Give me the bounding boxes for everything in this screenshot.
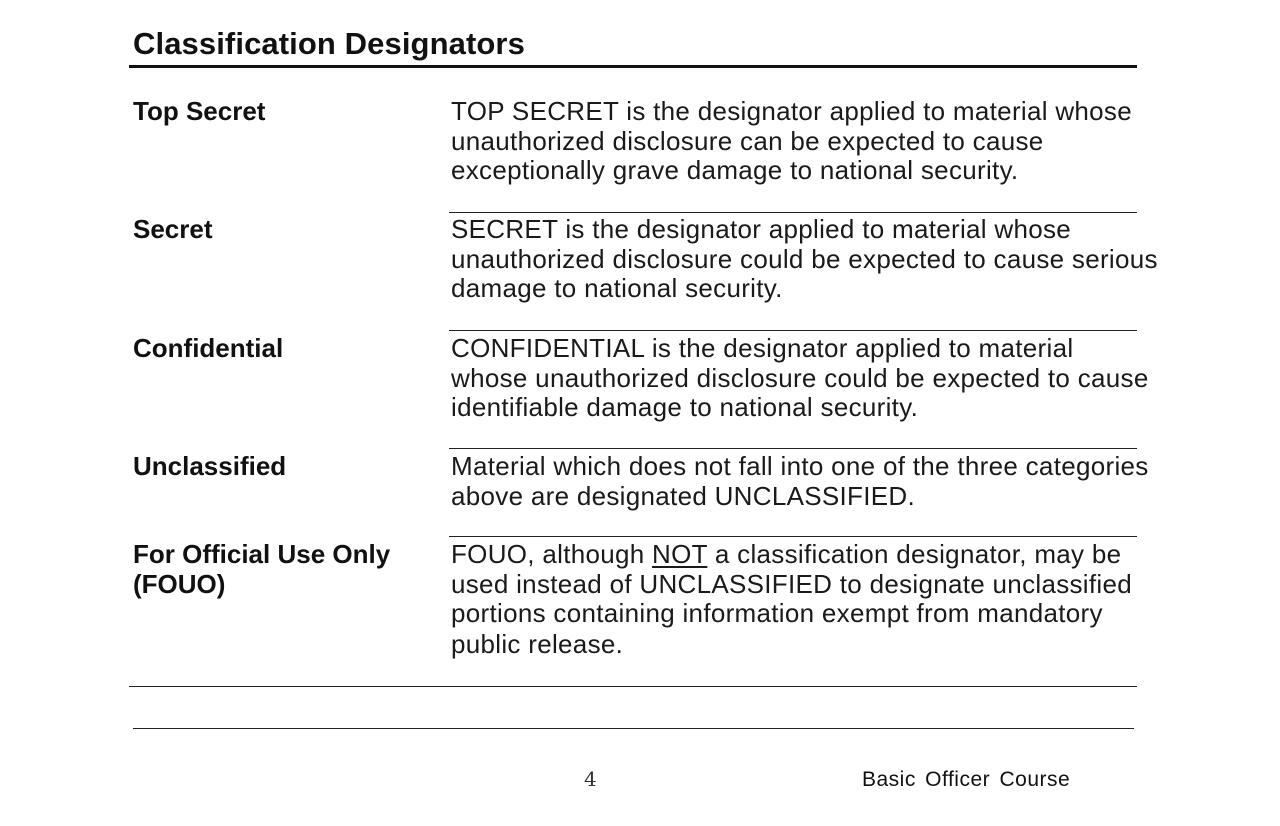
definition-line — [451, 540, 1141, 570]
table-bottom-rule — [129, 686, 1137, 687]
definition-line: damage to national security. — [451, 273, 783, 303]
footer-rule — [133, 728, 1134, 729]
definition-line: exceptionally grave damage to national security. — [451, 155, 1019, 185]
title-rule — [129, 65, 1137, 68]
page-title: Classification Designators — [133, 26, 525, 61]
definition-confidential — [451, 333, 1149, 423]
course-name: Basic Officer Course — [862, 768, 1071, 791]
term-top-secret: Top Secret — [133, 96, 266, 126]
definition-text: a classification designator, may be — [707, 539, 1122, 569]
separator-rule — [449, 536, 1137, 537]
definition-line: public release. — [451, 628, 624, 659]
definition-line: SECRET is the designator applied to material whose — [451, 214, 1072, 244]
definition-line: whose unauthorized disclosure could be expected to cause — [451, 362, 1149, 393]
definition-line: TOP SECRET is the designator applied to material whose — [451, 96, 1132, 126]
definition-fouo — [451, 540, 1141, 659]
definition-text: FOUO, although — [451, 539, 653, 569]
term-line: For Official Use Only — [133, 539, 391, 569]
definition-secret — [451, 214, 1158, 304]
page-number: 4 — [584, 767, 597, 791]
definition-line: Material which does not fall into one of the three categories — [451, 451, 1149, 481]
term-confidential: Confidential — [133, 333, 284, 363]
definition-line: identifiable damage to national security. — [451, 392, 919, 422]
term-secret: Secret — [133, 214, 213, 244]
term-unclassified: Unclassified — [133, 451, 287, 481]
separator-rule — [449, 212, 1137, 213]
definition-line: CONFIDENTIAL is the designator applied to material — [451, 333, 1074, 363]
definition-line: portions containing information exempt from mandatory — [451, 598, 1103, 628]
definition-unclassified — [451, 451, 1149, 511]
not-emphasis: NOT — [652, 539, 708, 569]
term-fouo — [133, 539, 433, 599]
definition-line: above are designated UNCLASSIFIED. — [451, 480, 915, 511]
definition-line: used instead of UNCLASSIFIED to designate unclassified — [451, 568, 1133, 599]
separator-rule — [449, 330, 1137, 331]
term-line: (FOUO) — [133, 569, 226, 599]
separator-rule — [449, 448, 1137, 449]
definition-line: unauthorized disclosure could be expected to cause serious — [451, 243, 1158, 274]
definition-top-secret — [451, 97, 1141, 186]
definition-line: unauthorized disclosure can be expected to cause — [451, 125, 1044, 156]
